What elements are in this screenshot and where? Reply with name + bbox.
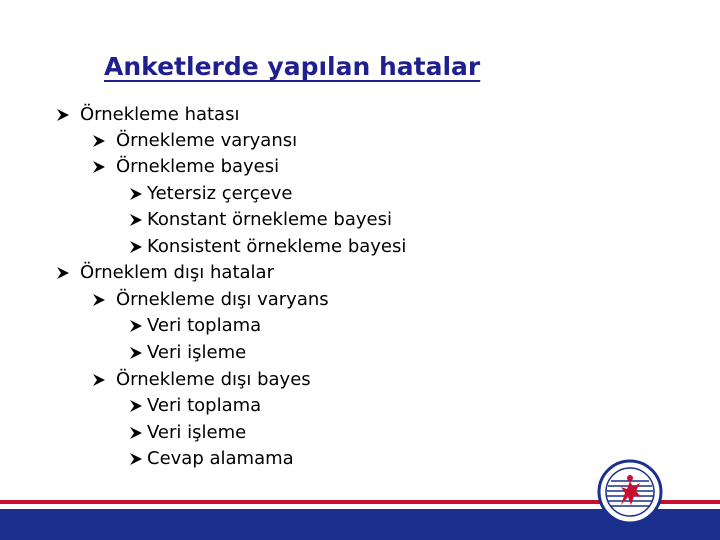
- slide-title: Anketlerde yapılan hatalar: [104, 52, 481, 81]
- university-logo: [597, 459, 663, 525]
- arrowhead-bullet-icon: [129, 346, 143, 360]
- bullet-text: Veri işleme: [147, 342, 247, 363]
- arrowhead-bullet-icon: [129, 213, 143, 227]
- arrowhead-bullet-icon: [129, 240, 143, 254]
- bullet-text: Konsistent örnekleme bayesi: [147, 236, 407, 257]
- bullet-text: Örnekleme hatası: [80, 104, 240, 125]
- arrowhead-bullet-icon: [129, 399, 143, 413]
- arrowhead-bullet-icon: [129, 426, 143, 440]
- bullet-text: Örnekleme dışı varyans: [116, 289, 329, 310]
- bullet-item: [129, 395, 261, 417]
- bullet-item: [129, 209, 392, 231]
- arrowhead-bullet-icon: [56, 108, 70, 122]
- arrowhead-bullet-icon: [129, 452, 143, 466]
- bullet-text: Örnekleme varyansı: [116, 130, 298, 151]
- bullet-item: [56, 262, 274, 284]
- arrowhead-bullet-icon: [92, 160, 106, 174]
- arrowhead-bullet-icon: [92, 293, 106, 307]
- bullet-text: Konstant örnekleme bayesi: [147, 209, 392, 230]
- arrowhead-bullet-icon: [129, 187, 143, 201]
- bullet-text: Örneklem dışı hatalar: [80, 262, 274, 283]
- bullet-text: Veri toplama: [147, 315, 262, 336]
- bullet-item: [129, 342, 246, 364]
- bullet-text: Yetersiz çerçeve: [147, 183, 293, 204]
- bullet-text: Örnekleme bayesi: [116, 156, 280, 177]
- bullet-item: [92, 156, 279, 178]
- bullet-item: [56, 104, 239, 126]
- bullet-item: [129, 422, 246, 444]
- bullet-text: Veri toplama: [147, 395, 262, 416]
- bullet-text: Veri işleme: [147, 422, 247, 443]
- arrowhead-bullet-icon: [92, 373, 106, 387]
- bullet-item: [129, 183, 292, 205]
- bullet-text: Cevap alamama: [147, 448, 294, 469]
- bullet-item: [92, 369, 311, 391]
- arrowhead-bullet-icon: [56, 266, 70, 280]
- bullet-item: [129, 315, 261, 337]
- bullet-item: [92, 289, 329, 311]
- arrowhead-bullet-icon: [129, 319, 143, 333]
- bullet-item: [129, 448, 294, 470]
- bullet-item: [92, 130, 297, 152]
- arrowhead-bullet-icon: [92, 134, 106, 148]
- bullet-item: [129, 236, 406, 258]
- bullet-text: Örnekleme dışı bayes: [116, 369, 311, 390]
